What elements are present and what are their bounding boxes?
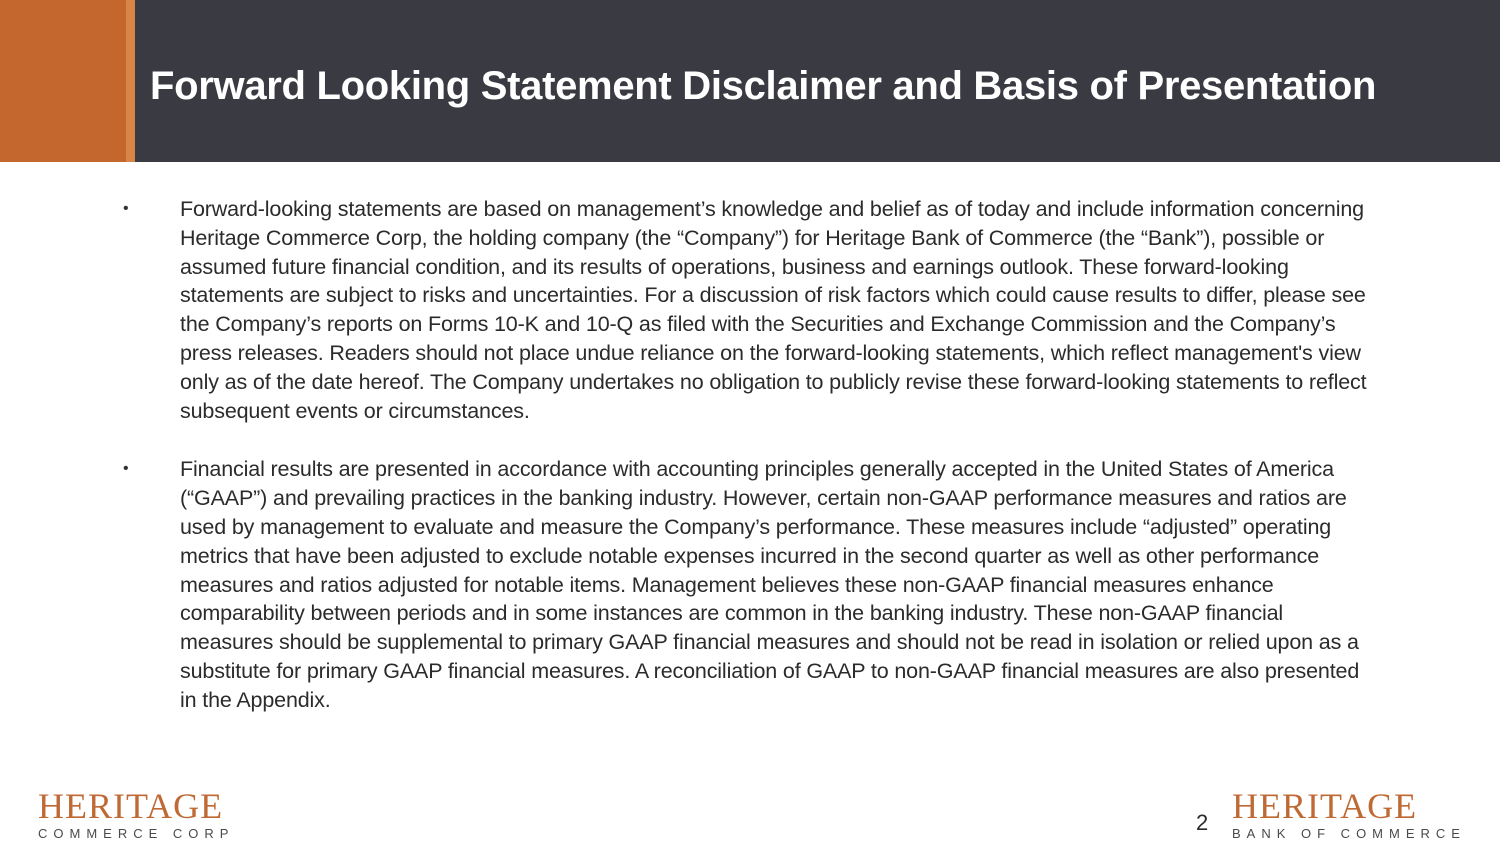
bullet-text: Financial results are presented in accordance with accounting principles generally accepted in the United States of America (“GAAP”) and prevailing practices in the banking industry. However, certain non-GAAP performance measures and ratios are used by management to evaluate and measure the Company’s performance. These measures include “adjusted” operating metrics that have been adjusted to exclude notable expenses incurred in the second quarter as well as other performance measures and ratios adjusted for notable items. Management believes these non-GAAP financial measures enhance comparability between periods and in some instances are common in the banking industry. These non-GAAP financial measures should be supplemental to primary GAAP financial measures and should not be read in isolation or relied upon as a substitute for primary GAAP financial measures. A reconciliation of GAAP to non-GAAP financial measures are also presented in the Appendix. xyxy=(180,457,1360,712)
page-title: Forward Looking Statement Disclaimer and Basis of Presentation xyxy=(150,64,1377,108)
logo-subtitle: BANK OF COMMERCE xyxy=(1232,826,1466,841)
bullet-icon: • xyxy=(123,200,129,217)
body-content xyxy=(120,195,1370,745)
heritage-bank-of-commerce-logo xyxy=(1232,788,1466,841)
header-accent-edge xyxy=(126,0,135,162)
logo-wordmark: HERITAGE xyxy=(38,786,224,826)
heritage-commerce-corp-logo xyxy=(38,788,234,841)
logo-subtitle: COMMERCE CORP xyxy=(38,826,235,841)
bullet-text: Forward-looking statements are based on management’s knowledge and belief as of today and include information concerning Heritage Commerce Corp, the holding company (the “Company”) for Heritage Bank of Commerce (the “Bank”), possible or assumed future financial condition, and its results of operations, business and earnings outlook. These forward-looking statements are subject to risks and uncertainties. For a discussion of risk factors which could cause results to differ, please see the Company’s reports on Forms 10-K and 10-Q as filed with the Securities and Exchange Commission and the Company’s press releases. Readers should not place undue reliance on the forward-looking statements, which reflect management's view only as of the date hereof. The Company undertakes no obligation to publicly revise these forward-looking statements to reflect subsequent events or circumstances. xyxy=(180,197,1367,423)
bullet-icon: • xyxy=(123,460,129,478)
header-bar xyxy=(0,0,1500,162)
bullet-basis-of-presentation xyxy=(120,455,1370,714)
header-accent-block xyxy=(0,0,126,162)
page-number: 2 xyxy=(1196,810,1209,835)
bullet-forward-looking xyxy=(120,195,1370,425)
logo-wordmark: HERITAGE xyxy=(1232,786,1418,826)
